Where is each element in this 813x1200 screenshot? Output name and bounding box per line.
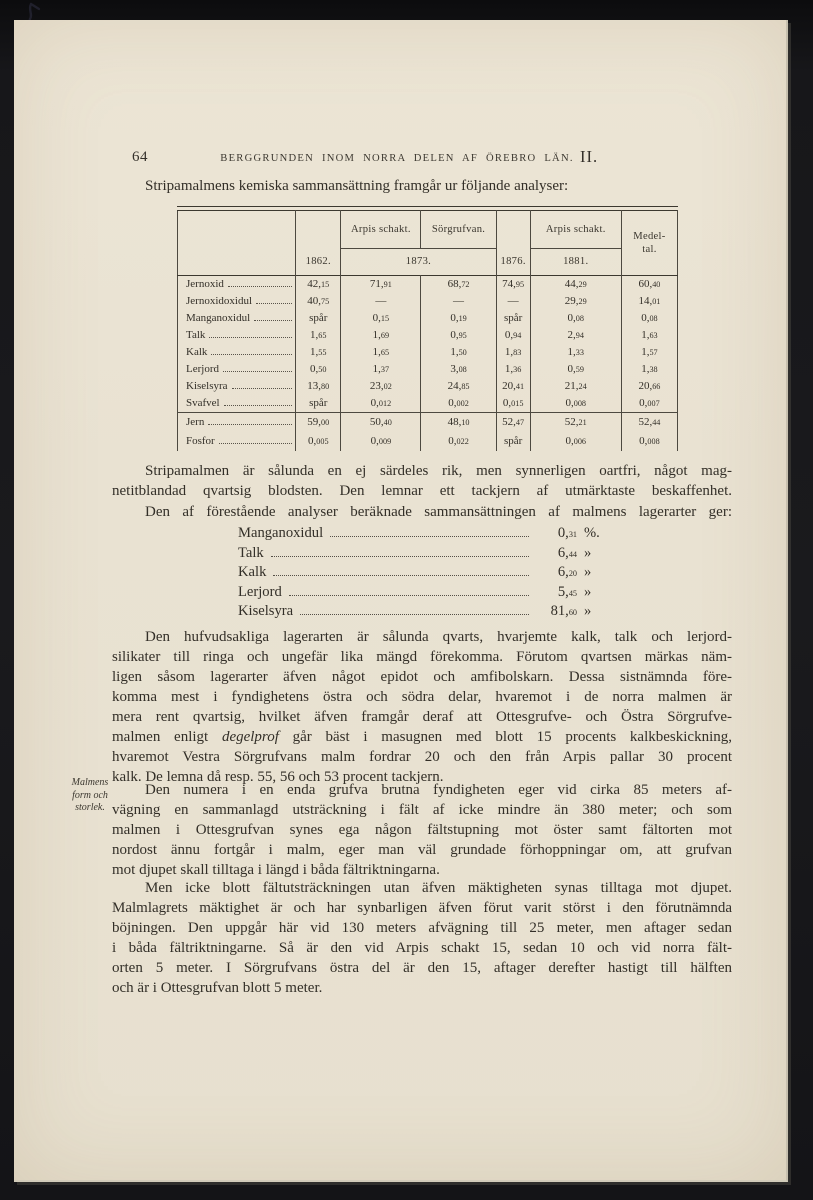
cell-value: 52,21: [530, 412, 621, 432]
cell-value: 0,50: [296, 361, 341, 378]
list-item: [238, 545, 610, 565]
cell-value: 20,41: [496, 378, 530, 395]
row-label: Talk: [178, 327, 296, 344]
dot-leader: [208, 424, 292, 425]
cell-value: —: [496, 293, 530, 310]
cell-value: 40,75: [296, 293, 341, 310]
item-value: 81,60: [550, 603, 577, 619]
header-year-1876: 1876.: [496, 210, 530, 275]
cell-value: spår: [496, 432, 530, 451]
cell-value: spår: [296, 310, 341, 327]
text-line: Men icke blott fältutsträckningen utan äfven mäktigheten synas tilltaga mot djupet.: [145, 880, 732, 896]
text-line: Den hufvudsakliga lagerarten är sålunda qvarts, hvarjemte kalk, talk och lerjord-: [145, 629, 732, 645]
row-label: Fosfor: [178, 432, 296, 451]
dot-leader: [224, 405, 293, 406]
cell-value: 1,83: [496, 344, 530, 361]
table-row: [178, 344, 678, 361]
cell-value: 0,19: [421, 310, 496, 327]
header-year-1873: 1873.: [341, 248, 496, 275]
text-line: orten 5 meter. I Sörgrufvans östra del är den 15, aftager derefter hastigt till hälften: [112, 960, 732, 976]
cell-value: 0,08: [641, 312, 658, 324]
cell-value: —: [341, 293, 421, 310]
cell-value: 1,37: [341, 361, 421, 378]
dot-leader: [271, 556, 529, 557]
cell-value: 52,47: [496, 412, 530, 432]
text-line: netitblandad qvartsig blodsten. Den lemnar ett tackjern af utmärktaste beskaffenhet.: [112, 483, 732, 499]
table-row: [178, 378, 678, 395]
paragraph-ore-quality: [112, 461, 732, 501]
item-unit: »: [584, 603, 592, 619]
cell-value: 0,59: [530, 361, 621, 378]
cell-value: 0,94: [496, 327, 530, 344]
header-year-1881: 1881.: [530, 248, 621, 275]
cell-value: 24,85: [421, 378, 496, 395]
dot-leader: [300, 614, 529, 615]
cell-value: 0,012: [341, 395, 421, 413]
text-line: Malmlagrets mäktighet är och har synbarligen äfven förut varit störst i den förutnämnda: [112, 900, 732, 916]
cell-value: 1,65: [296, 327, 341, 344]
table-row: [178, 327, 678, 344]
cell-value: 0,022: [421, 432, 496, 451]
paragraph-lagerarter: [112, 627, 732, 787]
cell-value: 42,15: [296, 275, 341, 293]
row-label: Kiselsyra: [178, 378, 296, 395]
list-item: [238, 584, 610, 604]
cell-value: 20,66: [638, 380, 661, 392]
text-line: hvaremot Vestra Sörgrufvans malm fordrar 20 och den från Arpis pallar 30 procent: [112, 749, 732, 765]
header-location-sorgrufvan: Sörgrufvan.: [421, 210, 496, 248]
cell-value: 3,08: [421, 361, 496, 378]
header-medeltal: [621, 210, 677, 275]
item-value: 5,45: [557, 583, 577, 600]
cell-value: 1,57: [641, 346, 658, 358]
text-line: vägning en sammanlagd utsträckning i fält af icke mindre än 380 meter; och som: [112, 802, 732, 818]
text-line: i båda fältriktningarne. Så är den vid Arpis schakt 15, sedan 10 och vid norra fält-: [112, 940, 732, 956]
cell-value: 14,01: [638, 295, 661, 307]
running-head: [112, 146, 732, 172]
item-label: Lerjord: [238, 583, 282, 600]
item-label: Kalk: [238, 564, 267, 580]
cell-value: 21,24: [530, 378, 621, 395]
cell-value: —: [421, 293, 496, 310]
item-label: Talk: [238, 544, 264, 561]
cell-value: 50,40: [341, 412, 421, 432]
text-line: kalk. De lemna då resp. 55, 56 och 53 procent tackjern.: [112, 769, 444, 785]
cell-value: 23,02: [341, 378, 421, 395]
text-line: storlek.: [75, 802, 105, 813]
cell-value: 0,007: [639, 397, 660, 409]
dot-leader: [289, 595, 529, 596]
item-label: Manganoxidul: [238, 525, 324, 541]
table-row: [178, 310, 678, 327]
medel-line-2: tal.: [642, 243, 657, 255]
text-line: Stripamalmens kemiska sammansättning framgår ur följande analyser:: [145, 178, 569, 194]
item-value: 6,44: [557, 544, 577, 561]
table-header: [178, 210, 678, 275]
text-line: form och: [72, 789, 108, 801]
item-label: Kiselsyra: [238, 603, 294, 619]
text-line: mot djupet skall tilltaga i längd i båda fältriktningarna.: [112, 862, 440, 878]
row-label: Svafvel: [178, 395, 296, 413]
cell-value: 0,008: [530, 395, 621, 413]
dot-leader: [209, 337, 292, 338]
dot-leader: [211, 354, 292, 355]
row-label: Manganoxidul: [178, 310, 296, 327]
row-label: Lerjord: [178, 361, 296, 378]
paragraph-maktighet: [112, 878, 732, 998]
paragraph-malmens-form: [112, 780, 732, 880]
row-label: Jernoxidoxidul: [178, 293, 296, 310]
item-unit: »: [584, 544, 592, 561]
cell-value: 1,38: [641, 363, 658, 375]
text-line: Malmens: [71, 777, 109, 788]
text-line: och är i Ottesgrufvan blott 5 meter.: [112, 980, 323, 996]
dot-leader: [228, 286, 292, 287]
text-line: mera rent qvartsig, hvilket äfven framgår deraf att Ottesgrufve- och Östra Sörgrufve-: [112, 709, 732, 725]
cell-value: spår: [496, 310, 530, 327]
table-row: [178, 361, 678, 378]
dot-leader: [273, 575, 529, 576]
cell-value: 71,91: [341, 275, 421, 293]
row-label: Kalk: [178, 344, 296, 361]
paragraph-composition-lead: [112, 502, 732, 522]
table-row: [178, 293, 678, 310]
cell-value: 1,69: [341, 327, 421, 344]
text-line: komma mest i fyndighetens östra och södra delar, hvaremot i de norra malmen är: [112, 689, 732, 705]
text-line: malmen i Ottesgrufvan synes ega någon fältstupning mot öster samt fältorten mot: [112, 822, 732, 838]
cell-value: 13,80: [296, 378, 341, 395]
table-footer: [178, 412, 678, 451]
running-title: BERGGRUNDEN INOM NORRA DELEN AF ÖREBRO LÄN.: [220, 153, 574, 164]
cell-value: 0,008: [639, 435, 660, 447]
list-item: [238, 603, 610, 623]
cell-value: 0,15: [341, 310, 421, 327]
cell-value: 29,29: [530, 293, 621, 310]
table-row: [178, 432, 678, 451]
cell-value: 1,65: [341, 344, 421, 361]
cell-value: 0,005: [296, 432, 341, 451]
table-row: [178, 395, 678, 413]
text-line: nordost ännu fortgår i malm, eger man väl grundade förhoppningar om, att grufvan: [112, 842, 732, 858]
cell-value: 0,015: [496, 395, 530, 413]
cell-value: 60,40: [638, 278, 661, 290]
chemical-analysis-table: [177, 206, 678, 451]
dot-leader: [223, 371, 292, 372]
cell-value: 0,009: [341, 432, 421, 451]
table-row: [178, 412, 678, 432]
book-page: [14, 20, 788, 1182]
cell-value: 44,29: [530, 275, 621, 293]
text-line: silikater till ringa och ungefär lika mängd förekomma. Förutom qvartsen märkas näm-: [112, 649, 732, 665]
header-year-1862: 1862.: [296, 210, 341, 275]
page-number: 64: [132, 149, 148, 165]
item-value: 6,20: [557, 564, 577, 580]
item-unit: »: [584, 583, 592, 600]
cell-value: spår: [296, 395, 341, 413]
list-item: [238, 564, 610, 584]
cell-value: 1,55: [296, 344, 341, 361]
text-line: ligen såsom lagerarter äfven något epidot och amfibolskarn. Dessa sistnämnda före-: [112, 669, 732, 685]
dot-leader: [256, 303, 292, 304]
composition-list: [238, 525, 610, 623]
cell-value: 0,95: [421, 327, 496, 344]
text-line: böjningen. Den uppgår här vid 130 meters afvägning till 25 meter, men aftager sedan: [112, 920, 732, 936]
dot-leader: [330, 536, 529, 537]
cell-value: 74,95: [496, 275, 530, 293]
medel-line-1: Medel-: [633, 230, 666, 242]
cell-value: 68,72: [421, 275, 496, 293]
volume-numeral: II.: [580, 147, 599, 166]
header-blank-cell: [178, 210, 296, 275]
intro-paragraph: [112, 176, 732, 196]
cell-value: 0,08: [530, 310, 621, 327]
table-row: [178, 275, 678, 293]
text-line: Den af förestående analyser beräknade sammansättningen af malmens lagerarter ger:: [145, 504, 732, 520]
header-location-arpis-1: Arpis schakt.: [341, 210, 421, 248]
row-label: Jernoxid: [178, 275, 296, 293]
dot-leader: [232, 388, 293, 389]
cell-value: 59,00: [296, 412, 341, 432]
cell-value: 52,44: [638, 416, 661, 428]
cell-value: 1,63: [641, 329, 658, 341]
cell-value: 1,33: [530, 344, 621, 361]
cell-value: 1,50: [421, 344, 496, 361]
item-unit: »: [584, 564, 592, 580]
header-location-arpis-2: Arpis schakt.: [530, 210, 621, 248]
dot-leader: [254, 320, 292, 321]
item-value: 0,31: [557, 525, 577, 541]
cell-value: 48,10: [421, 412, 496, 432]
text-line: Den numera i en enda grufva brutna fyndigheten eger vid cirka 85 meters af-: [145, 782, 732, 798]
cell-value: 0,002: [421, 395, 496, 413]
row-label: Jern: [178, 412, 296, 432]
cell-value: 2,94: [530, 327, 621, 344]
cell-value: 0,006: [530, 432, 621, 451]
item-unit: %.: [584, 525, 600, 541]
text-line: malmen enligt degelprof går bäst i masugnen med blott 15 procents kalkbeskickning,: [112, 729, 732, 745]
list-item: [238, 525, 610, 545]
table-body: [178, 275, 678, 412]
dot-leader: [219, 443, 293, 444]
cell-value: 1,36: [496, 361, 530, 378]
text-line: Stripamalmen är sålunda en ej särdeles rik, men synnerligen oartfri, något mag-: [145, 463, 732, 479]
